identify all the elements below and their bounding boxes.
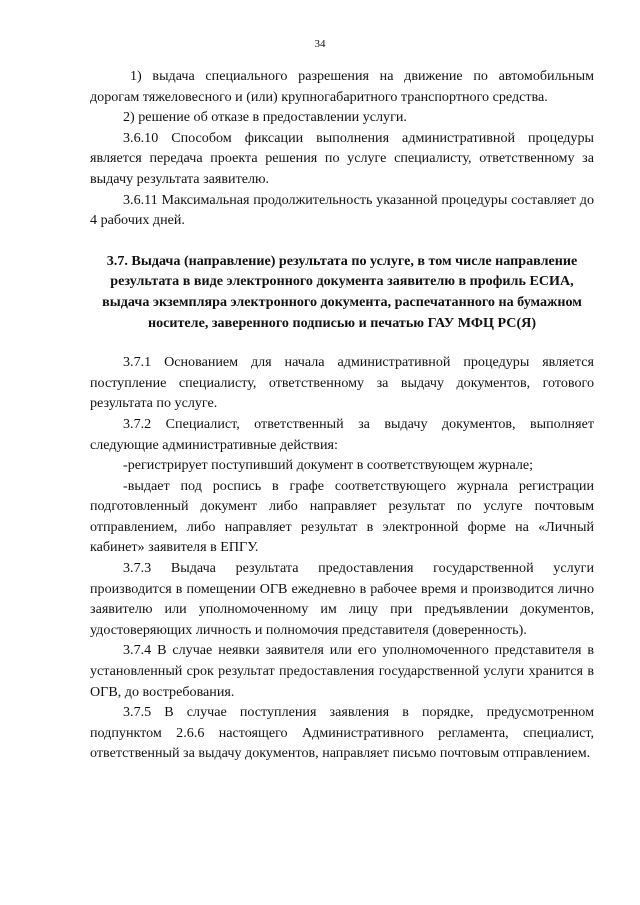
paragraph-3-6-11: 3.6.11 Максимальная продолжительность указанной процедуры составляет до 4 рабочих дней. [90,191,594,229]
list-item-register: -регистрирует поступивший документ в соответствующем журнале; [123,457,534,474]
section-heading-3-7: 3.7. Выдача (направление) результата по услуге, в том числе направление результата в виде электронного документа заявителю в профиль ЕСИА, выдача экземпляра электронного документа, распечатанного на бумажном носителе, заверенного подписью и печатью ГАУ МФЦ РС(Я) [102,252,582,331]
paragraph-item-1: 1) выдача специального разрешения на движение по автомобильным дорогам тяжеловесного и (или) крупногабаритного транспортного средства. [90,68,594,105]
paragraph-3-7-1: 3.7.1 Основанием для начала административной процедуры является поступление специалисту, ответственному за выдачу документов, готового результата по услуге. [90,354,594,412]
paragraph-3-7-5: 3.7.5 В случае поступления заявления в порядке, предусмотренном подпунктом 2.6.6 настоящего Административного регламента, специалист, ответственный за выдачу документов, направляет письмо почтовым отправлением. [90,704,594,762]
paragraph-3-7-2: 3.7.2 Специалист, ответственный за выдачу документов, выполняет следующие административные действия: [90,415,594,453]
paragraph-item-2: 2) решение об отказе в предоставлении услуги. [123,109,407,126]
page-number: 34 [314,38,326,50]
list-item-issue: -выдает под роспись в графе соответствующего журнала регистрации подготовленный документ либо направляет результат по услуге почтовым отправлением, либо направляет результат в электронной форме на «Личный кабинет» заявителя в ЕПГУ. [90,477,594,556]
paragraph-3-7-3: 3.7.3 Выдача результата предоставления государственной услуги производится в помещении ОГВ ежедневно в рабочее время и производится лично заявителю или уполномоченному им лицу при предъявлении документов, удостоверяющих личность и полномочия представителя (доверенность). [90,560,594,638]
heading-spacer [90,333,594,352]
paragraph-3-7-4: 3.7.4 В случае неявки заявителя или его уполномоченного представителя в установленный срок результат предоставления государственной услуги хранится в ОГВ, до востребования. [90,642,594,700]
document-body [90,66,594,764]
paragraph-3-6-10: 3.6.10 Способом фиксации выполнения административной процедуры является передача проекта решения по услуге специалисту, ответственному за выдачу результата заявителю. [90,129,594,187]
